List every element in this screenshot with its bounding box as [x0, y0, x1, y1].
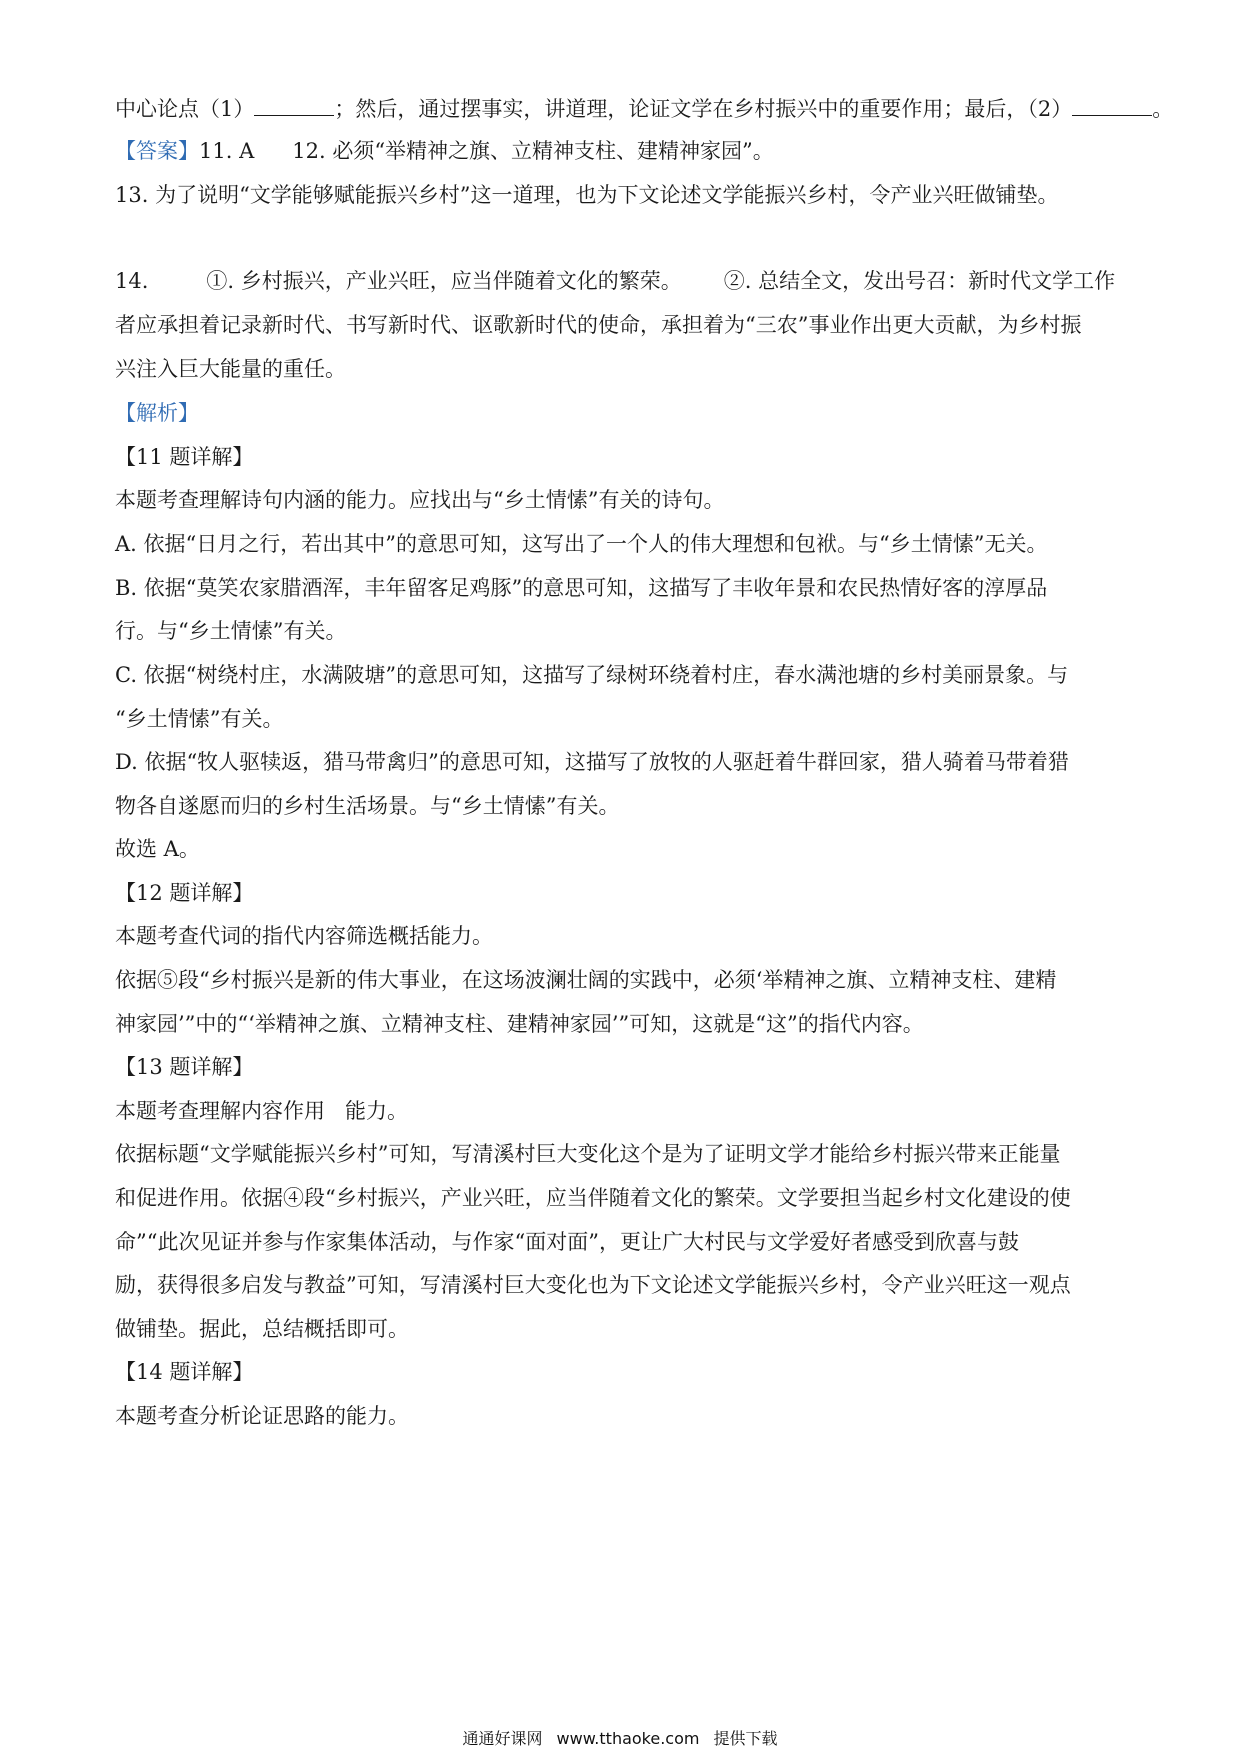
q13-line-1: 本题考查理解内容作用 能力。: [115, 1099, 409, 1123]
answer-14-line-1: [115, 267, 1115, 295]
q11-line-1: 本题考查理解诗句内涵的能力。应找出与“乡土情愫”有关的诗句。: [115, 488, 725, 512]
q11-line-3: B. 依据“莫笑农家腊酒浑，丰年留客足鸡豚”的意思可知，这描写了丰收年景和农民热情好客的淳厚品: [115, 576, 1048, 600]
q11-line-7: D. 依据“牧人驱犊返，猎马带禽归”的意思可知，这描写了放牧的人驱赶着牛群回家，猎人骑着马带着猎: [115, 750, 1069, 774]
answer-14-number: 14.: [115, 269, 149, 293]
q12-line-3: 神家园’”中的“‘举精神之旗、立精神支柱、建精神家园’”可知，这就是“这”的指代内容。: [115, 1012, 924, 1036]
q13-line-2: 依据标题“文学赋能振兴乡村”可知，写清溪村巨大变化这个是为了证明文学才能给乡村振兴带来正能量: [115, 1142, 1061, 1166]
answer-14-point-1: ①. 乡村振兴，产业兴旺，应当伴随着文化的繁荣。: [206, 269, 682, 293]
analysis-tag: 【解析】: [115, 401, 199, 425]
q11-line-4: 行。与“乡土情愫”有关。: [115, 619, 347, 643]
q11-line-2: A. 依据“日月之行，若出其中”的意思可知，这写出了一个人的伟大理想和包袱。与“乡土情愫”无关。: [115, 532, 1048, 556]
answer-12: 12. 必须“举精神之旗、立精神支柱、建精神家园”。: [292, 139, 774, 163]
q13-line-6: 做铺垫。据此，总结概括即可。: [115, 1317, 409, 1341]
answer-14-line-2: 者应承担着记录新时代、书写新时代、讴歌新时代的使命，承担着为“三农”事业作出更大贡献，为乡村振: [115, 313, 1082, 337]
q13-line-3: 和促进作用。依据④段“乡村振兴，产业兴旺，应当伴随着文化的繁荣。文学要担当起乡村文化建设的使: [115, 1186, 1071, 1210]
q11-line-9: 故选 A。: [115, 837, 200, 861]
question-intro-line: [115, 93, 1173, 123]
q12-line-1: 本题考查代词的指代内容筛选概括能力。: [115, 924, 493, 948]
answer-blank-2: [1072, 93, 1152, 116]
footer-note: 提供下载: [713, 1729, 778, 1748]
answer-11: 11. A: [199, 139, 255, 163]
answer-line-11-12: [115, 137, 774, 165]
q11-heading: 【11 题详解】: [115, 445, 254, 469]
q13-heading: 【13 题详解】: [115, 1055, 254, 1079]
intro-part-b: ；然后，通过摆事实，讲道理，论证文学在乡村振兴中的重要作用；最后，（2）: [334, 97, 1073, 121]
answer-13: 13. 为了说明“文学能够赋能振兴乡村”这一道理，也为下文论述文学能振兴乡村，令产业兴旺做铺垫。: [115, 183, 1059, 207]
q13-line-5: 励，获得很多启发与教益”可知，写清溪村巨大变化也为下文论述文学能振兴乡村，令产业兴旺这一观点: [115, 1273, 1071, 1297]
q13-line-4: 命”“此次见证并参与作家集体活动，与作家“面对面”，更让广大村民与文学爱好者感受到欣喜与鼓: [115, 1230, 1019, 1254]
q12-line-2: 依据⑤段“乡村振兴是新的伟大事业，在这场波澜壮阔的实践中，必须‘举精神之旗、立精神支柱、建精: [115, 968, 1057, 992]
intro-part-c: 。: [1152, 97, 1174, 121]
q11-line-8: 物各自遂愿而归的乡村生活场景。与“乡土情愫”有关。: [115, 794, 620, 818]
answer-14-line-3: 兴注入巨大能量的重任。: [115, 357, 346, 381]
q14-line-1: 本题考查分析论证思路的能力。: [115, 1404, 409, 1428]
answer-14-point-2: ②. 总结全文，发出号召：新时代文学工作: [723, 269, 1116, 293]
q14-heading: 【14 题详解】: [115, 1360, 254, 1384]
footer-site-name: 通通好课网: [462, 1729, 543, 1748]
answer-blank-1: [254, 93, 334, 116]
answer-tag: 【答案】: [115, 139, 199, 163]
footer-url[interactable]: www.tthaoke.com: [556, 1729, 700, 1748]
q12-heading: 【12 题详解】: [115, 881, 254, 905]
q11-line-5: C. 依据“树绕村庄，水满陂塘”的意思可知，这描写了绿树环绕着村庄，春水满池塘的乡村美丽景象。与: [115, 663, 1069, 687]
intro-part-a: 中心论点（1）: [115, 97, 255, 121]
q11-line-6: “乡土情愫”有关。: [115, 707, 284, 731]
page-footer: [0, 1729, 1240, 1749]
